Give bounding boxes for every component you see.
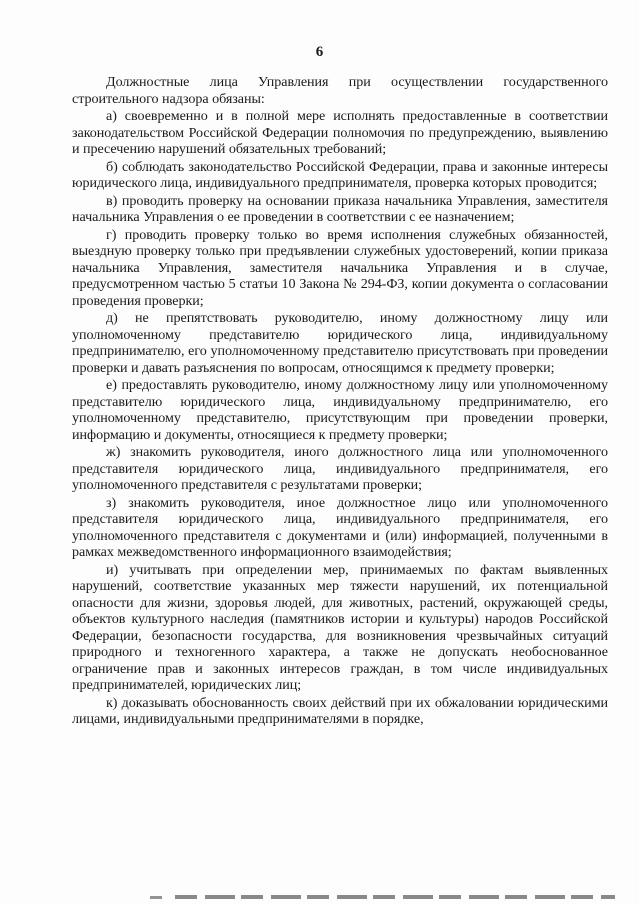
paragraph-d: д) не препятствовать руководителю, иному должностному лицу или уполномоченному представителю юридического лица, индивидуальному предпринимателю, его уполномоченному представителю присутствовать при проведении проверки и давать разъяснения по вопросам, относящимся к предмету проверки;: [72, 310, 608, 376]
paragraph-k: к) доказывать обоснованность своих действий при их обжаловании юридическими лицами, индивидуальными предпринимателями в порядке,: [72, 694, 608, 727]
scan-artifact-mark: [150, 896, 162, 899]
paragraph-e: е) предоставлять руководителю, иному должностному лицу или уполномоченному представителю юридического лица, индивидуальному предпринимателю, его уполномоченному представителю, присутствующим при проведении проверки, информацию и документы, относящиеся к предмету проверки;: [72, 377, 608, 443]
paragraph-zh: ж) знакомить руководителя, иного должностного лица или уполномоченного представителя юридического лица, индивидуального предпринимателя, его уполномоченного представителя с результатами проверки;: [72, 444, 608, 493]
scan-edge-artifact: [175, 895, 615, 899]
paragraph-a: а) своевременно и в полной мере исполнять предоставленные в соответствии законодательством Российской Федерации полномочия по предупреждению, выявлению и пресечению нарушений обязательных требований;: [72, 108, 608, 157]
intro-paragraph: Должностные лица Управления при осуществлении государственного строительного надзора обязаны:: [72, 74, 608, 107]
paragraph-z: з) знакомить руководителя, иное должностное лицо или уполномоченного представителя юридического лица, индивидуального предпринимателя, его уполномоченного представителя с документами и (или) информацией, полученными в рамках межведомственного информационного взаимодействия;: [72, 494, 608, 560]
document-body: [72, 74, 608, 729]
paragraph-i: и) учитывать при определении мер, принимаемых по фактам выявленных нарушений, соответствие указанных мер тяжести нарушений, их потенциальной опасности для жизни, здоровья людей, для животных, растений, окружающей среды, объектов культурного наследия (памятников истории и культуры) народов Российской Федерации, безопасности государства, для возникновения чрезвычайных ситуаций природного и техногенного характера, а также не допускать необоснованное ограничение прав и законных интересов граждан, в том числе индивидуальных предпринимателей, юридических лиц;: [72, 561, 608, 693]
paragraph-b: б) соблюдать законодательство Российской Федерации, права и законные интересы юридического лица, индивидуального предпринимателя, проверка которых проводится;: [72, 158, 608, 191]
paragraph-v: в) проводить проверку на основании приказа начальника Управления, заместителя начальника Управления о ее проведении в соответствии с ее назначением;: [72, 192, 608, 225]
page-number: 6: [315, 44, 324, 60]
paragraph-g: г) проводить проверку только во время исполнения служебных обязанностей, выездную проверку только при предъявлении служебных удостоверений, копии приказа начальника Управления, заместителя начальника Управления и в случае, предусмотренном частью 5 статьи 10 Закона № 294-ФЗ, копии документа о согласовании проведения проверки;: [72, 226, 608, 309]
